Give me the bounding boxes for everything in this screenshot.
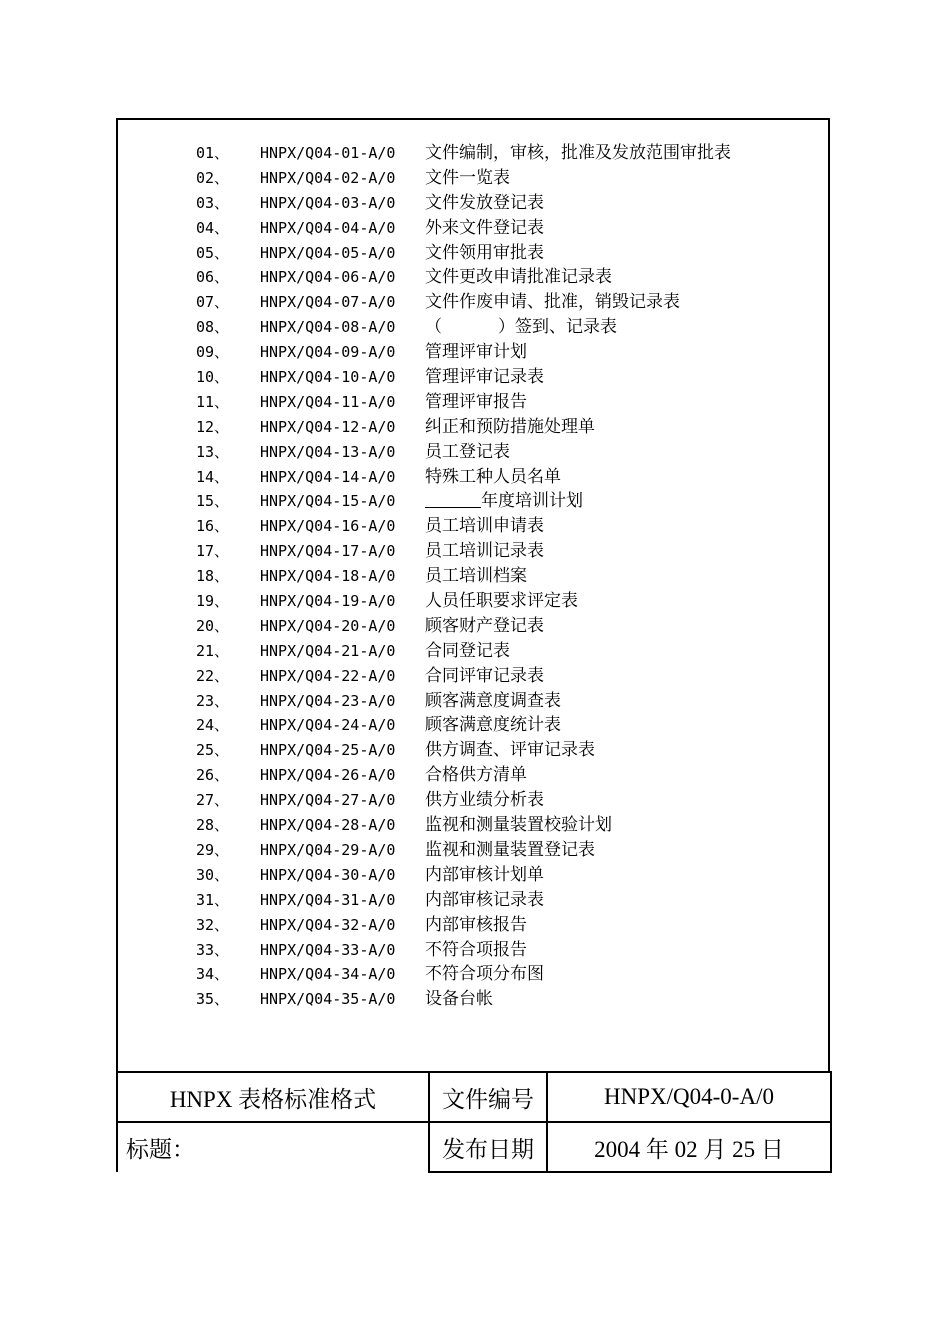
item-number: 17、 xyxy=(196,542,230,561)
item-code: HNPX/Q04-24-A/0 xyxy=(260,716,396,735)
item-title xyxy=(425,265,612,290)
item-code: HNPX/Q04-01-A/0 xyxy=(260,144,396,162)
item-title xyxy=(425,340,527,365)
item-number: 30、 xyxy=(196,865,230,884)
item-title-text: 监视和测量装置登记表 xyxy=(425,839,595,860)
item-title-text: 年度培训计划 xyxy=(481,491,583,512)
item-title xyxy=(425,514,544,539)
item-number: 05、 xyxy=(196,243,230,262)
item-number: 28、 xyxy=(196,816,230,835)
item-title xyxy=(425,589,578,614)
item-title xyxy=(425,813,612,838)
item-code: HNPX/Q04-34-A/0 xyxy=(260,965,396,984)
item-number: 18、 xyxy=(196,567,230,586)
item-number: 02、 xyxy=(196,168,230,187)
item-code: HNPX/Q04-23-A/0 xyxy=(260,691,396,710)
item-title-text: ）签到、记录表 xyxy=(498,317,617,338)
document-footer-table xyxy=(116,1071,832,1173)
doc-number-label: 文件编号 xyxy=(429,1072,547,1122)
item-title-text: 合同评审记录表 xyxy=(425,665,544,686)
item-number: 27、 xyxy=(196,791,230,810)
item-title-text: 内部审核记录表 xyxy=(425,889,544,910)
item-title-text: 文件一览表 xyxy=(425,167,510,188)
item-number: 15、 xyxy=(196,492,230,511)
item-code: HNPX/Q04-10-A/0 xyxy=(260,368,396,387)
item-code: HNPX/Q04-18-A/0 xyxy=(260,567,396,586)
item-title xyxy=(425,788,544,813)
item-code: HNPX/Q04-11-A/0 xyxy=(260,392,396,411)
doc-number-value: HNPX/Q04-0-A/0 xyxy=(547,1072,831,1122)
footer-row-1 xyxy=(117,1072,831,1122)
item-title-text: 员工培训档案 xyxy=(425,566,527,587)
issue-date-value: 2004 年 02 月 25 日 xyxy=(547,1122,831,1172)
item-title xyxy=(425,415,595,440)
item-number: 24、 xyxy=(196,716,230,735)
item-code: HNPX/Q04-30-A/0 xyxy=(260,865,396,884)
item-title-text: 顾客满意度调查表 xyxy=(425,690,561,711)
item-title-text: 顾客满意度统计表 xyxy=(425,715,561,736)
item-title xyxy=(425,216,544,241)
item-code: HNPX/Q04-28-A/0 xyxy=(260,816,396,835)
item-code: HNPX/Q04-06-A/0 xyxy=(260,268,396,287)
item-number: 07、 xyxy=(196,293,230,312)
item-title xyxy=(425,141,731,166)
item-title xyxy=(425,713,561,738)
item-title-text: 文件编制，审核，批准及发放范围审批表 xyxy=(425,143,731,163)
item-title-text: 文件领用审批表 xyxy=(425,242,544,263)
item-title-text: 供方调查、评审记录表 xyxy=(425,740,595,761)
item-title-text: 人员任职要求评定表 xyxy=(425,591,578,612)
item-title xyxy=(425,863,544,888)
item-title-text: 管理评审计划 xyxy=(425,342,527,363)
item-title-text: 合同登记表 xyxy=(425,640,510,661)
item-number: 26、 xyxy=(196,766,230,785)
item-code: HNPX/Q04-08-A/0 xyxy=(260,318,396,337)
item-code: HNPX/Q04-27-A/0 xyxy=(260,791,396,810)
item-title-text: 员工培训申请表 xyxy=(425,516,544,537)
item-code: HNPX/Q04-03-A/0 xyxy=(260,193,396,212)
item-code: HNPX/Q04-33-A/0 xyxy=(260,940,396,959)
item-title-text: 文件发放登记表 xyxy=(425,192,544,213)
item-title xyxy=(425,365,544,390)
item-title-text: 管理评审记录表 xyxy=(425,367,544,388)
item-title xyxy=(425,838,595,863)
item-title-text: 文件更改申请批准记录表 xyxy=(425,267,612,288)
item-code: HNPX/Q04-29-A/0 xyxy=(260,840,396,859)
item-number: 20、 xyxy=(196,616,230,635)
item-number: 35、 xyxy=(196,990,230,1009)
item-code: HNPX/Q04-14-A/0 xyxy=(260,467,396,486)
item-code: HNPX/Q04-35-A/0 xyxy=(260,990,396,1009)
item-title xyxy=(425,888,544,913)
item-code: HNPX/Q04-09-A/0 xyxy=(260,343,396,362)
item-number: 34、 xyxy=(196,965,230,984)
item-title-text: 管理评审报告 xyxy=(425,391,527,412)
item-code: HNPX/Q04-25-A/0 xyxy=(260,741,396,760)
item-code: HNPX/Q04-15-A/0 xyxy=(260,492,396,511)
footer-row-2 xyxy=(117,1122,831,1172)
item-code: HNPX/Q04-19-A/0 xyxy=(260,592,396,611)
item-code: HNPX/Q04-12-A/0 xyxy=(260,417,396,436)
item-title xyxy=(425,738,595,763)
item-number: 09、 xyxy=(196,343,230,362)
item-title-text: 员工登记表 xyxy=(425,441,510,462)
item-title xyxy=(425,390,527,415)
item-title-text: 顾客财产登记表 xyxy=(425,615,544,636)
item-title-text: 纠正和预防措施处理单 xyxy=(425,416,595,437)
item-code: HNPX/Q04-22-A/0 xyxy=(260,666,396,685)
item-code: HNPX/Q04-32-A/0 xyxy=(260,915,396,934)
item-title xyxy=(425,614,544,639)
item-title xyxy=(425,763,527,788)
item-code: HNPX/Q04-02-A/0 xyxy=(260,168,396,187)
item-title-text: 设备台帐 xyxy=(425,989,493,1010)
item-code: HNPX/Q04-20-A/0 xyxy=(260,616,396,635)
item-title-text: 特殊工种人员名单 xyxy=(425,466,561,487)
item-number: 21、 xyxy=(196,641,230,660)
item-number: 29、 xyxy=(196,840,230,859)
item-number: 25、 xyxy=(196,741,230,760)
item-title xyxy=(425,664,544,689)
item-number: 13、 xyxy=(196,442,230,461)
item-title xyxy=(425,191,544,216)
item-title xyxy=(425,913,527,938)
item-number: 10、 xyxy=(196,368,230,387)
item-title xyxy=(425,440,510,465)
item-number: 08、 xyxy=(196,318,230,337)
item-title-text: 供方业绩分析表 xyxy=(425,790,544,811)
item-number: 01、 xyxy=(196,144,230,162)
item-title xyxy=(425,987,493,1012)
item-code: HNPX/Q04-07-A/0 xyxy=(260,293,396,312)
item-number: 06、 xyxy=(196,268,230,287)
item-title xyxy=(425,290,680,315)
issue-date-label: 发布日期 xyxy=(429,1122,547,1172)
item-code: HNPX/Q04-21-A/0 xyxy=(260,641,396,660)
item-number: 16、 xyxy=(196,517,230,536)
item-title xyxy=(425,465,561,490)
item-title xyxy=(425,166,510,191)
item-title-text: 员工培训记录表 xyxy=(425,541,544,562)
item-code: HNPX/Q04-05-A/0 xyxy=(260,243,396,262)
item-code: HNPX/Q04-04-A/0 xyxy=(260,218,396,237)
standard-format-cell: HNPX 表格标准格式 xyxy=(117,1072,429,1122)
item-number: 32、 xyxy=(196,915,230,934)
item-title xyxy=(425,241,544,266)
item-number: 04、 xyxy=(196,218,230,237)
item-title-text: 合格供方清单 xyxy=(425,765,527,786)
item-code: HNPX/Q04-26-A/0 xyxy=(260,766,396,785)
item-code: HNPX/Q04-16-A/0 xyxy=(260,517,396,536)
item-title-text: 不符合项报告 xyxy=(425,939,527,960)
item-number: 12、 xyxy=(196,417,230,436)
item-title-text: 内部审核报告 xyxy=(425,914,527,935)
item-number: 33、 xyxy=(196,940,230,959)
year-fill-in-blank xyxy=(425,493,481,508)
title-label: 标题： xyxy=(117,1122,429,1172)
item-title xyxy=(425,315,617,340)
item-title-text: 监视和测量装置校验计划 xyxy=(425,815,612,836)
item-code: HNPX/Q04-13-A/0 xyxy=(260,442,396,461)
item-title xyxy=(425,962,544,987)
item-number: 22、 xyxy=(196,666,230,685)
item-code: HNPX/Q04-17-A/0 xyxy=(260,542,396,561)
item-number: 03、 xyxy=(196,193,230,212)
item-number: 19、 xyxy=(196,592,230,611)
item-title-text: 不符合项分布图 xyxy=(425,964,544,985)
item-title xyxy=(425,489,583,514)
item-number: 31、 xyxy=(196,890,230,909)
item-number: 23、 xyxy=(196,691,230,710)
item-number: 11、 xyxy=(196,392,230,411)
item-title-text: 文件作废申请、批准，销毁记录表 xyxy=(425,292,680,313)
item-code: HNPX/Q04-31-A/0 xyxy=(260,890,396,909)
item-title-prefix: （ xyxy=(425,317,442,338)
item-title xyxy=(425,938,527,963)
item-title xyxy=(425,539,544,564)
item-title xyxy=(425,689,561,714)
item-title xyxy=(425,639,510,664)
item-number: 14、 xyxy=(196,467,230,486)
item-title-text: 外来文件登记表 xyxy=(425,217,544,238)
item-title xyxy=(425,564,527,589)
item-title-text: 内部审核计划单 xyxy=(425,864,544,885)
